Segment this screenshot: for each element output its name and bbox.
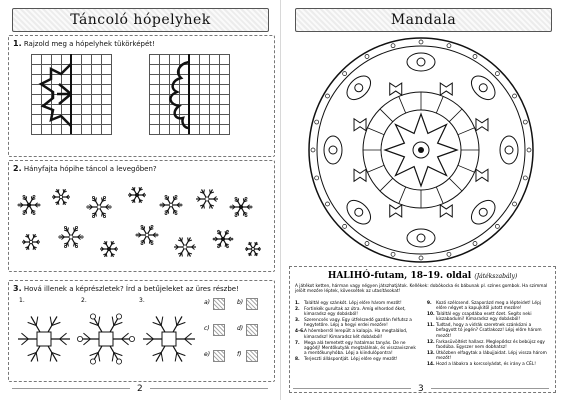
mandala-bow-icon <box>354 169 366 181</box>
game-rule-text: Találtál egy csapdába esett őzet. Segíts neki kiszabadulni! Kimaradsz egy dobásból! <box>436 312 532 323</box>
mirror-grid-1[interactable] <box>31 54 112 135</box>
game-rule-text: Farkasüvöltést hallasz. Meglepődsz és bebújsz egy faodúba. Egyszer nem dobhatsz! <box>436 339 545 350</box>
page-number-rule-right <box>150 388 268 389</box>
game-rule-number: 1. <box>295 301 300 306</box>
mandala-ornament-icon <box>407 229 435 247</box>
mandala-ornament-icon <box>407 53 435 71</box>
mandala-bow-icon <box>390 83 402 95</box>
page-number-rule-right <box>431 388 549 389</box>
mandala-bow-icon <box>440 83 452 95</box>
game-rules-box <box>289 266 556 393</box>
option-picture-c <box>213 324 225 336</box>
missing-piece-box[interactable] <box>162 332 176 346</box>
game-rules-column-left <box>295 301 419 363</box>
option-picture-f <box>246 350 258 362</box>
snowflake-icon <box>100 241 118 257</box>
left-page-number: 2 <box>137 384 143 394</box>
snowflake-figures <box>14 299 199 379</box>
snowflake-icon <box>87 196 111 217</box>
snowflake-icon <box>22 234 40 250</box>
game-rule-item <box>295 307 419 317</box>
option-label-a: a) <box>204 299 211 306</box>
snowflake-field <box>9 177 274 267</box>
game-rule-number: 2. <box>295 307 300 313</box>
option-label-d: d) <box>237 325 244 332</box>
snowflake-icon <box>59 226 83 247</box>
option-picture-d <box>246 324 258 336</box>
game-rules-intro: A játékot ketten, hárman vagy négyen játszhatjátok. Kellékek: dobókocka és bábunak pl. színes gombok. Ha szimmal jelölt mezőre léptek, kövessétek az utasításokat! <box>295 284 548 295</box>
game-rule-text: Találtál egy szánkót. Lépj előre három mezőt! <box>304 301 402 306</box>
game-rule-text: Kozó szélcsend. Szaporázd meg a lépteidet! Lépj előre négyet a kapujkitöl jutott mezőre! <box>436 301 541 312</box>
missing-piece-box[interactable] <box>37 332 51 346</box>
game-rule-number: 10. <box>427 312 435 318</box>
option-label-b: b) <box>237 299 244 306</box>
page-number-rule-left <box>293 388 411 389</box>
option-label-e: e) <box>204 351 211 358</box>
task-1-box <box>8 35 275 157</box>
game-rule-number: 13. <box>427 350 435 356</box>
game-rules-title: HALIHÓ-futam, 18–19. oldal (Játékszabály) <box>327 271 518 281</box>
game-rule-number: 7. <box>295 340 300 346</box>
task-1-prompt: 1. Rajzold meg a hópelyhek tükörképét! <box>13 39 155 48</box>
snowflake-icon <box>128 187 146 203</box>
task-2-box <box>8 160 275 272</box>
game-rule-text: Fortinkék gurultak az útra. Amíg elhordod őket, kimaradsz egy dobásból! <box>304 307 406 318</box>
game-rule-number: 4–6. <box>295 329 305 335</box>
option-label-c: c) <box>204 325 210 332</box>
mandala-ornament-icon <box>324 136 342 164</box>
game-rule-item <box>427 340 551 350</box>
game-rule-number: 3. <box>295 318 300 324</box>
mandala-bow-icon <box>440 205 452 217</box>
snowflake-icon <box>196 189 218 208</box>
game-rule-number: 9. <box>427 301 432 306</box>
snowflake-icon <box>230 197 252 216</box>
mirror-axis-1 <box>70 54 72 134</box>
snowflake-icon <box>174 237 196 256</box>
game-rule-text: Útközben elfagytak a lábujjaidat. Lépj vissza három mezőt! <box>436 350 547 361</box>
game-rules-column-right <box>427 301 551 368</box>
game-rule-number: 11. <box>427 323 435 329</box>
game-rule-number: 12. <box>427 339 435 345</box>
game-rule-text: A hóemberről lerepült a kalapja. Ha megtalálod, kimaradsz! Kimaradsz két dobásból! <box>304 329 408 340</box>
mandala-bow-icon <box>354 119 366 131</box>
game-rule-text: Terjeszti álláspontját. Lépj előre egy mezőt! <box>304 356 398 362</box>
left-page-title: Táncoló hópelyhek <box>12 8 269 32</box>
game-rule-item <box>295 357 419 362</box>
game-rule-item <box>427 301 551 311</box>
right-page <box>281 0 562 400</box>
mandala-ornament-icon <box>500 136 518 164</box>
task-3-prompt: 3. Hová illenek a képrészletek? Írd a betűjeleket az üres részbe! <box>13 284 239 293</box>
page-number-rule-left <box>12 388 130 389</box>
game-rule-item <box>295 301 419 306</box>
mandala-bow-icon <box>476 119 488 131</box>
option-label-f: f) <box>237 351 242 358</box>
game-rule-number: 8. <box>295 356 300 362</box>
game-rule-item <box>295 341 419 356</box>
figure-number-3: 3. <box>139 297 145 304</box>
figure-number-1: 1. <box>19 297 25 304</box>
right-page-title: Mandala <box>295 8 552 32</box>
game-rule-item <box>295 329 419 339</box>
game-rule-item <box>427 362 551 367</box>
game-rule-item <box>427 351 551 361</box>
right-page-number: 3 <box>418 384 424 394</box>
task-3-box <box>8 280 275 382</box>
game-rule-text: Hozd a lábakra a korcsolyádat, és irány a CÉL! <box>436 362 536 368</box>
missing-piece-box[interactable] <box>99 332 113 346</box>
mandala-coloring-picture[interactable] <box>301 34 541 266</box>
game-rule-text: Szerencsés vagy. Egy útfelszedő gazdán felfutsz a hegytetőre. Lépj a hegyi erdei mezőre! <box>304 318 412 329</box>
game-rule-text: Tudtad, hogy a vidrák szeretnek szánkózni a befagyott tó jegén? Csatlakozz! Lépj előre három mezőt! <box>436 323 542 339</box>
mirror-grid-2[interactable] <box>149 54 230 135</box>
snowflake-icon <box>245 242 261 256</box>
snowflake-icon <box>160 195 182 214</box>
mandala-bow-icon <box>476 169 488 181</box>
game-rule-item <box>427 312 551 322</box>
snowflake-icon <box>213 230 233 247</box>
option-picture-e <box>213 350 225 362</box>
mandala-bow-icon <box>390 205 402 217</box>
game-rule-number: 14. <box>427 362 435 368</box>
game-rule-item <box>427 323 551 338</box>
mirror-axis-2 <box>188 54 190 134</box>
game-rule-text: Mega alá temetett egy hatalmas tanyás. De ne aggódj! Mentőkutyák megtalálnak, és visszavisznek a mentőkunyhóba. Lépj a kiindulópontra! <box>304 340 416 356</box>
figure-number-2: 2. <box>81 297 87 304</box>
snowflake-icon <box>136 225 158 244</box>
snowflake-icon <box>52 189 70 205</box>
task-2-prompt: 2. Hányfajta hópihe táncol a levegőben? <box>13 164 157 173</box>
game-rule-item <box>295 318 419 328</box>
option-picture-a <box>213 298 225 310</box>
snowflake-icon <box>18 195 40 214</box>
option-picture-b <box>246 298 258 310</box>
